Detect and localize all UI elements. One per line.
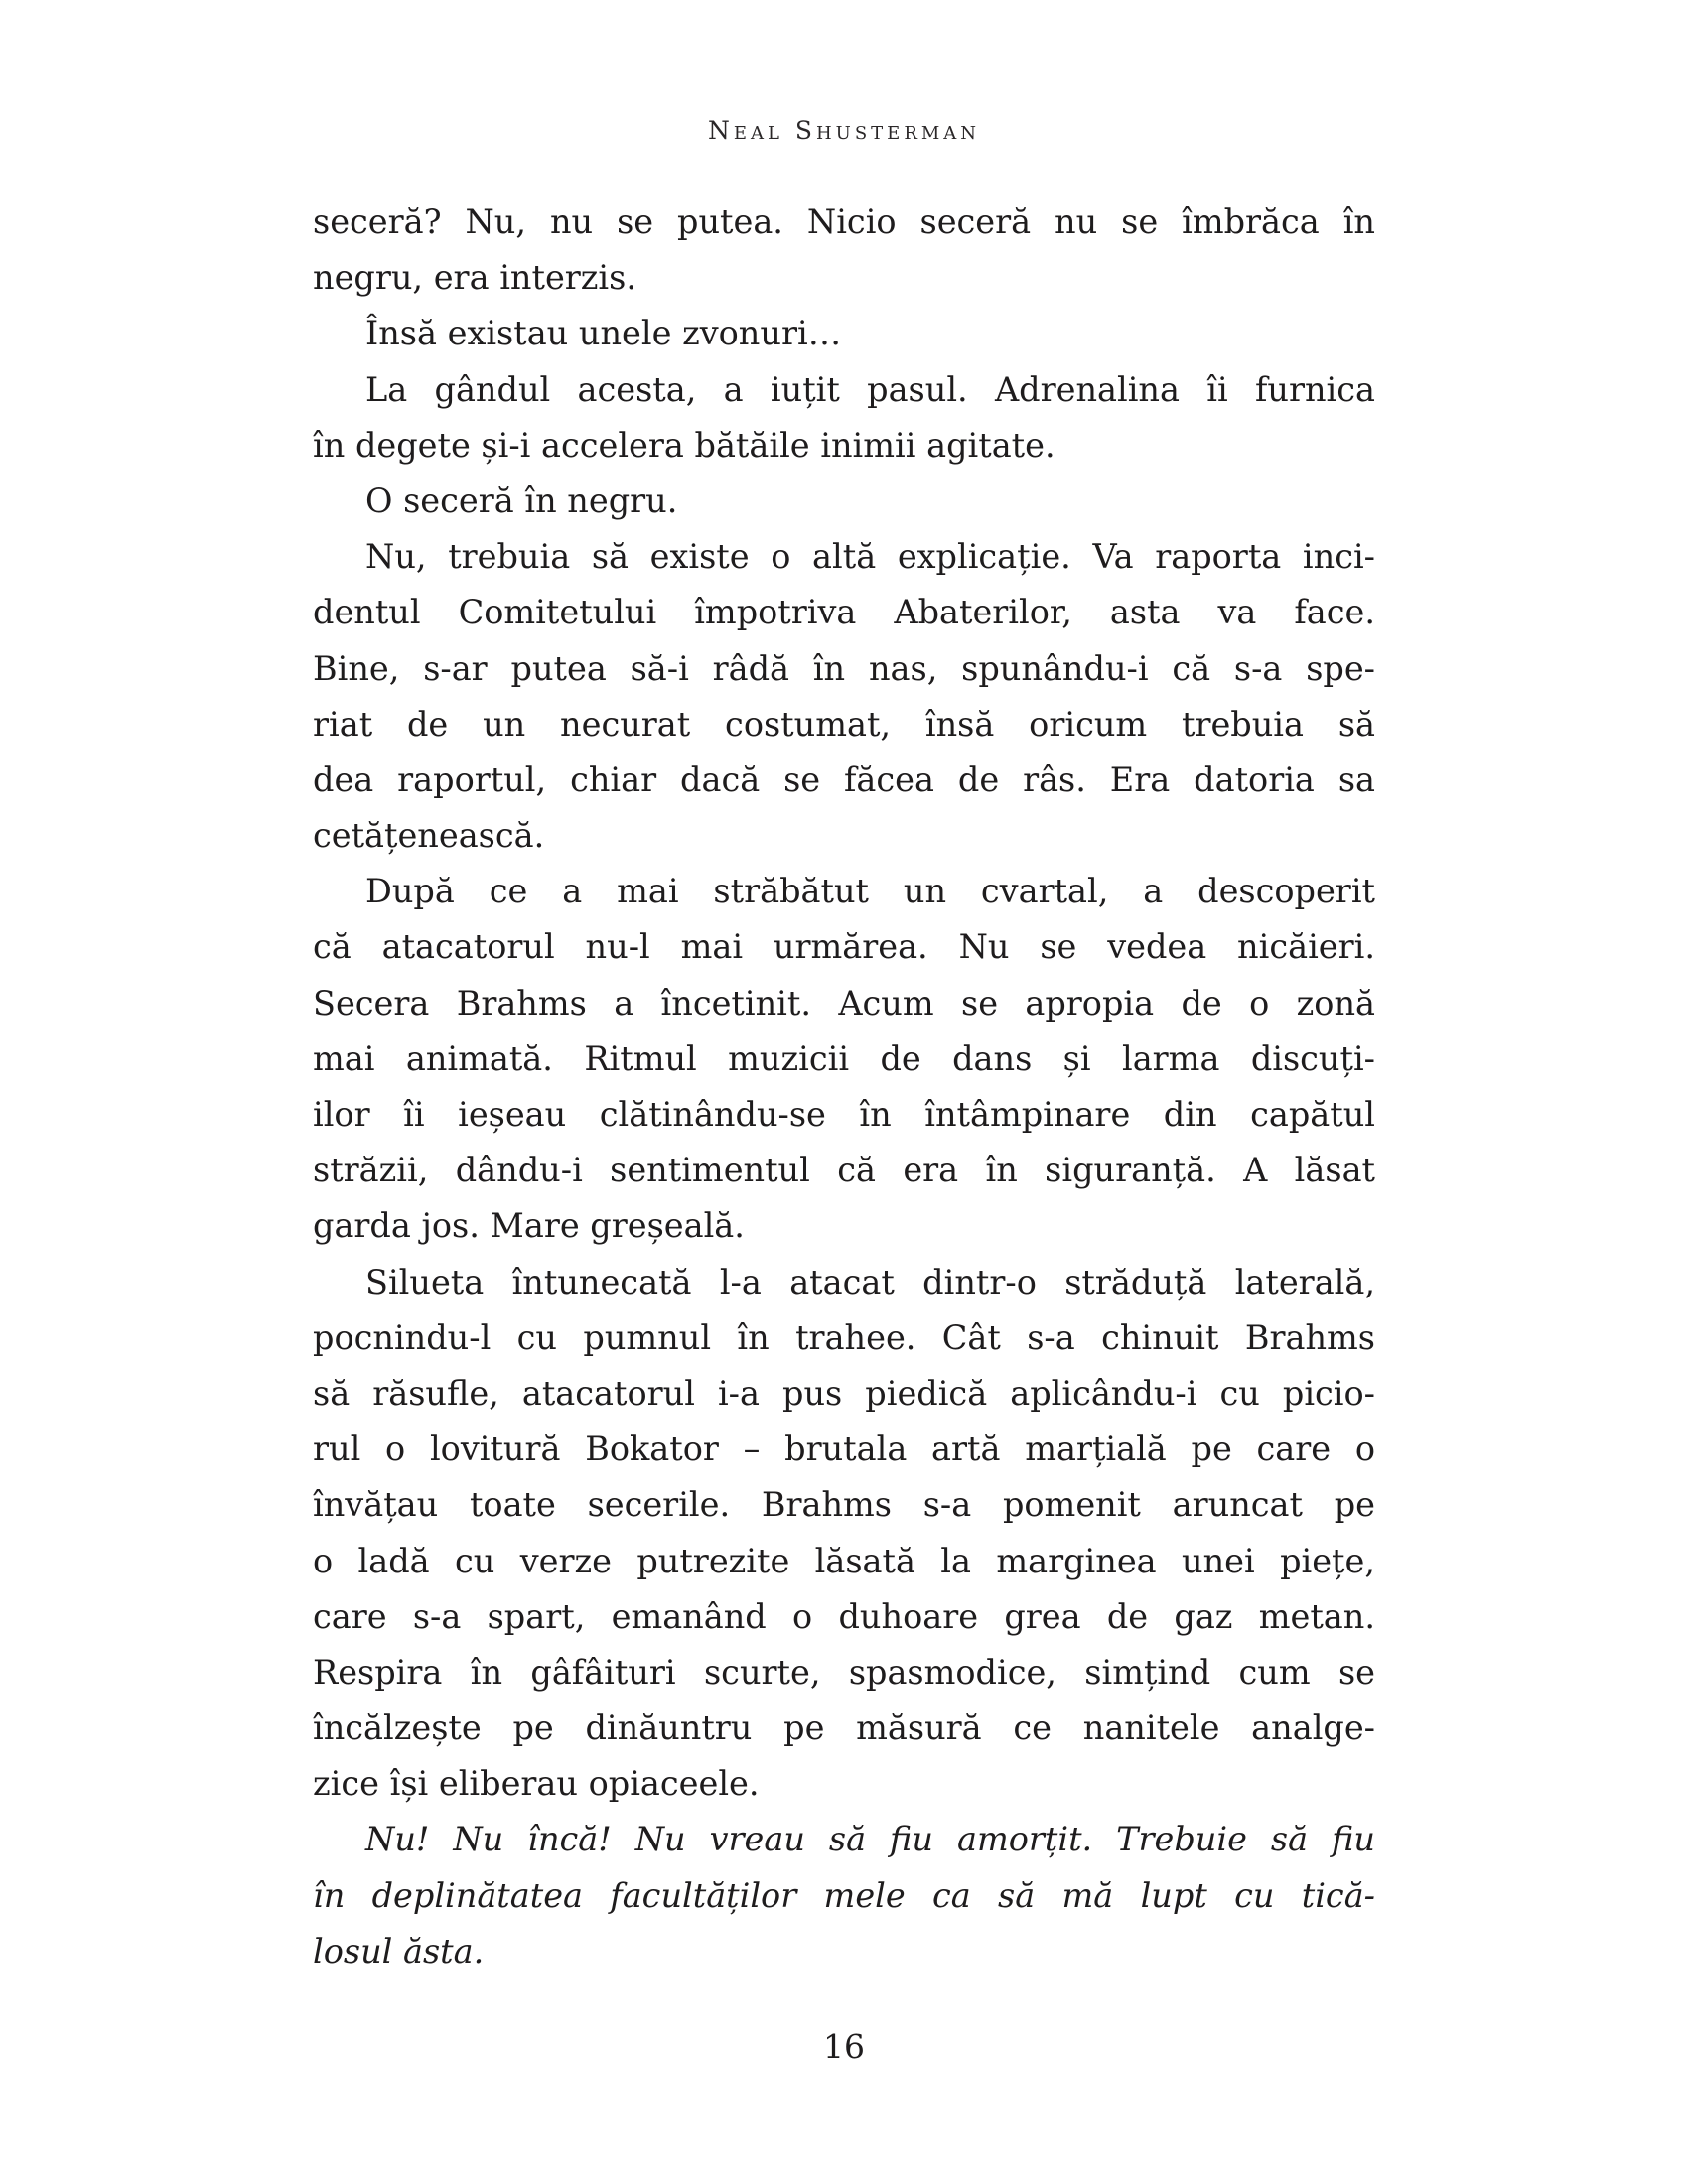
- line-text: încălzește pe dinăuntru pe măsură ce nanitele analge-: [313, 1708, 1375, 1748]
- text-line: [313, 1534, 1375, 1589]
- text-line: [313, 1198, 1375, 1254]
- line-text: O seceră în negru.: [365, 480, 678, 520]
- line-text: mai animată. Ritmul muzicii de dans și larma discuți-: [313, 1038, 1375, 1078]
- paragraph-first-line: [313, 474, 1375, 529]
- text-line: [313, 641, 1375, 697]
- text-line: [313, 697, 1375, 752]
- line-text: în degete și-i accelera bătăile inimii agitate.: [313, 425, 1055, 465]
- line-text: negru, era interzis.: [313, 258, 636, 298]
- text-line: [313, 1310, 1375, 1366]
- text-line: [313, 1756, 1375, 1812]
- line-text: garda jos. Mare greșeală.: [313, 1206, 745, 1246]
- text-line: [313, 1143, 1375, 1198]
- line-text: riat de un necurat costumat, însă oricum trebuia să: [313, 704, 1375, 744]
- line-text: Secera Brahms a încetinit. Acum se apropia de o zonă: [313, 983, 1375, 1023]
- line-text: Nu, trebuia să existe o altă explicație. Va raporta inci-: [365, 537, 1375, 577]
- paragraph-first-line: [313, 1255, 1375, 1310]
- line-text: Respira în gâfâituri scurte, spasmodice, simțind cum se: [313, 1652, 1375, 1692]
- line-text: care s-a spart, emanând o duhoare grea de gaz metan.: [313, 1596, 1375, 1636]
- line-text: pocnindu-l cu pumnul în trahee. Cât s-a chinuit Brahms: [313, 1317, 1375, 1357]
- running-head-author: Neal Shusterman: [707, 116, 981, 145]
- line-text: seceră? Nu, nu se putea. Nicio seceră nu se îmbrăca în: [313, 203, 1375, 241]
- line-text: învățau toate secerile. Brahms s-a pomenit aruncat pe: [313, 1485, 1375, 1525]
- line-text: o ladă cu verze putrezite lăsată la marginea unei piețe,: [313, 1541, 1375, 1580]
- line-text: Nu! Nu încă! Nu vreau să fiu amorțit. Trebuie să fiu: [365, 1820, 1375, 1859]
- line-text: în deplinătatea facultăților mele ca să mă lupt cu tică-: [313, 1875, 1375, 1915]
- text-line: [313, 808, 1375, 864]
- page-number: 16: [823, 2027, 865, 2066]
- line-text: losul ăsta.: [313, 1931, 485, 1971]
- text-line: [313, 1087, 1375, 1143]
- line-text: zice își eliberau opiaceele.: [313, 1764, 760, 1804]
- paragraph-first-line: [313, 1812, 1375, 1867]
- text-line: [313, 1868, 1375, 1924]
- line-text: După ce a mai străbătut un cvartal, a descoperit: [365, 872, 1375, 911]
- paragraph-first-line: [313, 362, 1375, 418]
- line-text: că atacatorul nu-l mai urmărea. Nu se vedea nicăieri.: [313, 927, 1375, 967]
- text-line: [313, 752, 1375, 808]
- text-line: [313, 919, 1375, 975]
- line-text: dea raportul, chiar dacă se făcea de râs. Era datoria sa: [313, 759, 1375, 799]
- line-text: cetățenească.: [313, 816, 545, 856]
- text-line: [313, 1701, 1375, 1756]
- line-text: dentul Comitetului împotriva Abaterilor, asta va face.: [313, 593, 1375, 632]
- paragraph-first-line: [313, 529, 1375, 585]
- text-line: [313, 976, 1375, 1031]
- line-text: Bine, s-ar putea să-i râdă în nas, spunându-i că s-a spe-: [313, 648, 1375, 688]
- line-text: Însă existau unele zvonuri…: [365, 314, 842, 353]
- text-line: [313, 418, 1375, 474]
- line-text: ilor îi ieșeau clătinându-se în întâmpinare din capătul: [313, 1095, 1375, 1134]
- text-line: [313, 1422, 1375, 1477]
- text-line: [313, 1366, 1375, 1422]
- text-line: [313, 585, 1375, 640]
- text-line: [313, 1031, 1375, 1087]
- paragraph-first-line: [313, 864, 1375, 919]
- line-text: străzii, dându-i sentimentul că era în siguranță. A lăsat: [313, 1151, 1375, 1190]
- text-line: [313, 250, 1375, 306]
- text-line: [313, 195, 1375, 250]
- text-line: [313, 1645, 1375, 1701]
- line-text: să răsufle, atacatorul i-a pus piedică aplicându-i cu picio-: [313, 1373, 1375, 1413]
- text-line: [313, 1477, 1375, 1533]
- body-text: [313, 195, 1375, 1979]
- text-line: [313, 1924, 1375, 1979]
- line-text: rul o lovitură Bokator – brutala artă marțială pe care o: [313, 1430, 1375, 1469]
- line-text: Silueta întunecată l-a atacat dintr-o străduță laterală,: [365, 1262, 1375, 1301]
- text-line: [313, 1589, 1375, 1645]
- paragraph-first-line: [313, 306, 1375, 361]
- line-text: La gândul acesta, a iuțit pasul. Adrenalina îi furnica: [365, 369, 1375, 409]
